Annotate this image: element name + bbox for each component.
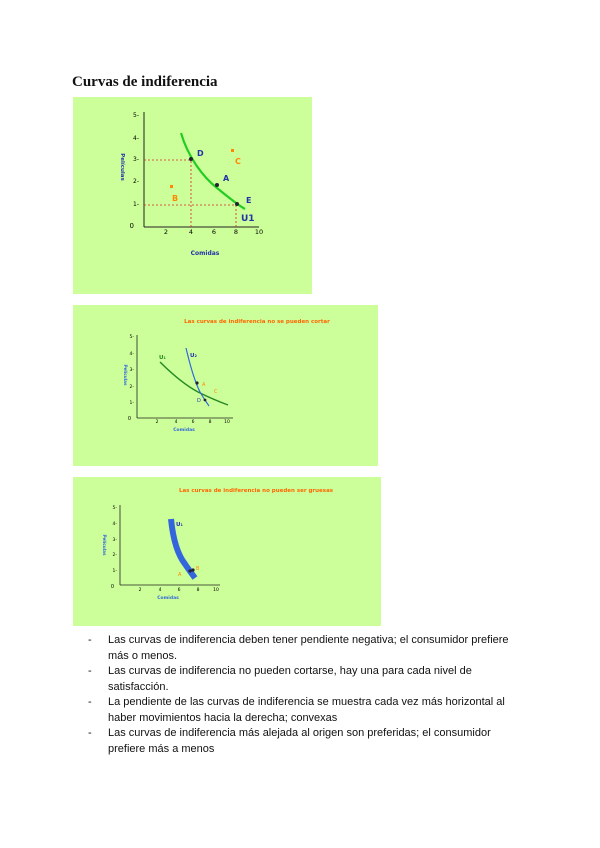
bullet-dash: - <box>88 634 92 646</box>
thick-indifference-curve-u1 <box>171 519 195 578</box>
origin-label: 0 <box>127 416 131 422</box>
list-item <box>88 695 528 726</box>
x-tick-10: 10 <box>224 420 230 425</box>
point-d <box>204 399 207 402</box>
point-b <box>191 568 194 571</box>
y-tick-4: 4- <box>129 352 134 357</box>
chart-panel-2 <box>73 305 378 466</box>
label-d: D <box>197 398 201 404</box>
label-b: B <box>196 566 200 572</box>
list-item <box>88 726 528 757</box>
x-tick-6: 6 <box>191 420 195 425</box>
label-a: A <box>202 382 206 388</box>
x-tick-4: 4 <box>174 420 178 425</box>
label-a: A <box>223 174 230 183</box>
point-c <box>231 149 234 152</box>
y-axis-label: Películas <box>102 534 107 556</box>
label-d: D <box>197 149 204 158</box>
bullet-text: Las curvas de indiferencia no pueden cortarse, hay una para cada nivel de satisfacción. <box>108 665 472 693</box>
guide-d <box>144 160 191 227</box>
origin-label: 0 <box>110 584 114 590</box>
y-tick-4: 4- <box>112 522 117 527</box>
y-tick-3: 3- <box>112 538 117 543</box>
x-tick-10: 10 <box>254 228 264 236</box>
chart-3-heading: Las curvas de indiferencia no pueden ser gruesas <box>178 488 334 494</box>
list-item <box>88 664 528 695</box>
y-axis-label: Películas <box>119 153 125 181</box>
curve-label-u1: U₁ <box>159 355 166 361</box>
x-axis-label: Comidas <box>157 596 179 601</box>
label-c: C <box>214 389 218 395</box>
bullet-dash: - <box>88 696 92 708</box>
x-axis-label: Comidas <box>190 250 220 257</box>
bullet-text: Las curvas de indiferencia deben tener pendiente negativa; el consumidor prefiere más o menos. <box>108 634 509 662</box>
x-tick-10: 10 <box>213 588 219 593</box>
point-e <box>235 202 239 206</box>
y-tick-5: 5- <box>133 112 139 119</box>
point-a <box>188 569 191 572</box>
y-tick-5: 5- <box>129 335 134 340</box>
point-d <box>189 157 193 161</box>
curve-label-u1: U1 <box>241 214 255 224</box>
point-a <box>215 183 219 187</box>
y-tick-2: 2- <box>129 385 134 390</box>
page-title: Curvas de indiferencia <box>72 74 218 90</box>
x-tick-4: 4 <box>188 228 194 236</box>
y-axis-label: Películas <box>123 364 128 386</box>
curve-label-u2: U₂ <box>190 353 197 359</box>
y-tick-1: 1- <box>133 201 139 208</box>
x-tick-4: 4 <box>158 588 162 593</box>
chart-2-heading: Las curvas de indiferencia no se pueden cortar <box>184 319 330 325</box>
bullet-dash: - <box>88 665 92 677</box>
curve-label-u1: U₁ <box>176 522 183 528</box>
x-tick-8: 8 <box>208 420 212 425</box>
chart-panel-1 <box>73 97 312 294</box>
x-tick-6: 6 <box>211 228 217 236</box>
y-tick-4: 4- <box>133 135 139 142</box>
label-b: B <box>172 194 179 203</box>
chart-1 <box>73 97 312 294</box>
x-tick-8: 8 <box>196 588 200 593</box>
label-c: C <box>235 157 241 166</box>
x-axis-label: Comidas <box>173 428 195 433</box>
y-tick-1: 1- <box>112 569 117 574</box>
y-tick-2: 2- <box>112 553 117 558</box>
label-e: E <box>246 196 252 205</box>
guide-e <box>144 205 236 227</box>
chart-3 <box>73 477 381 626</box>
y-tick-5: 5- <box>112 506 117 511</box>
x-tick-8: 8 <box>233 228 239 236</box>
y-tick-3: 3- <box>129 368 134 373</box>
x-tick-6: 6 <box>177 588 181 593</box>
x-tick-2: 2 <box>138 588 142 593</box>
bullet-list <box>88 633 528 757</box>
list-item <box>88 633 528 664</box>
chart-2 <box>73 305 378 466</box>
bullet-dash: - <box>88 727 92 739</box>
y-tick-2: 2- <box>133 178 139 185</box>
point-intersection <box>195 381 198 384</box>
bullet-text: La pendiente de las curvas de indiferencia se muestra cada vez más horizontal al haber movimientos hacia la derecha; convexas <box>108 696 505 724</box>
y-tick-3: 3- <box>133 156 139 163</box>
indifference-curve-u1 <box>160 362 228 405</box>
x-tick-2: 2 <box>163 228 169 236</box>
chart-panel-3 <box>73 477 381 626</box>
point-b <box>170 185 173 188</box>
bullet-text: Las curvas de indiferencia más alejada al origen son preferidas; el consumidor prefiere más a menos <box>108 727 491 755</box>
origin-label: 0 <box>129 222 134 230</box>
label-a: A <box>178 572 182 578</box>
x-tick-2: 2 <box>155 420 159 425</box>
y-tick-1: 1- <box>129 401 134 406</box>
